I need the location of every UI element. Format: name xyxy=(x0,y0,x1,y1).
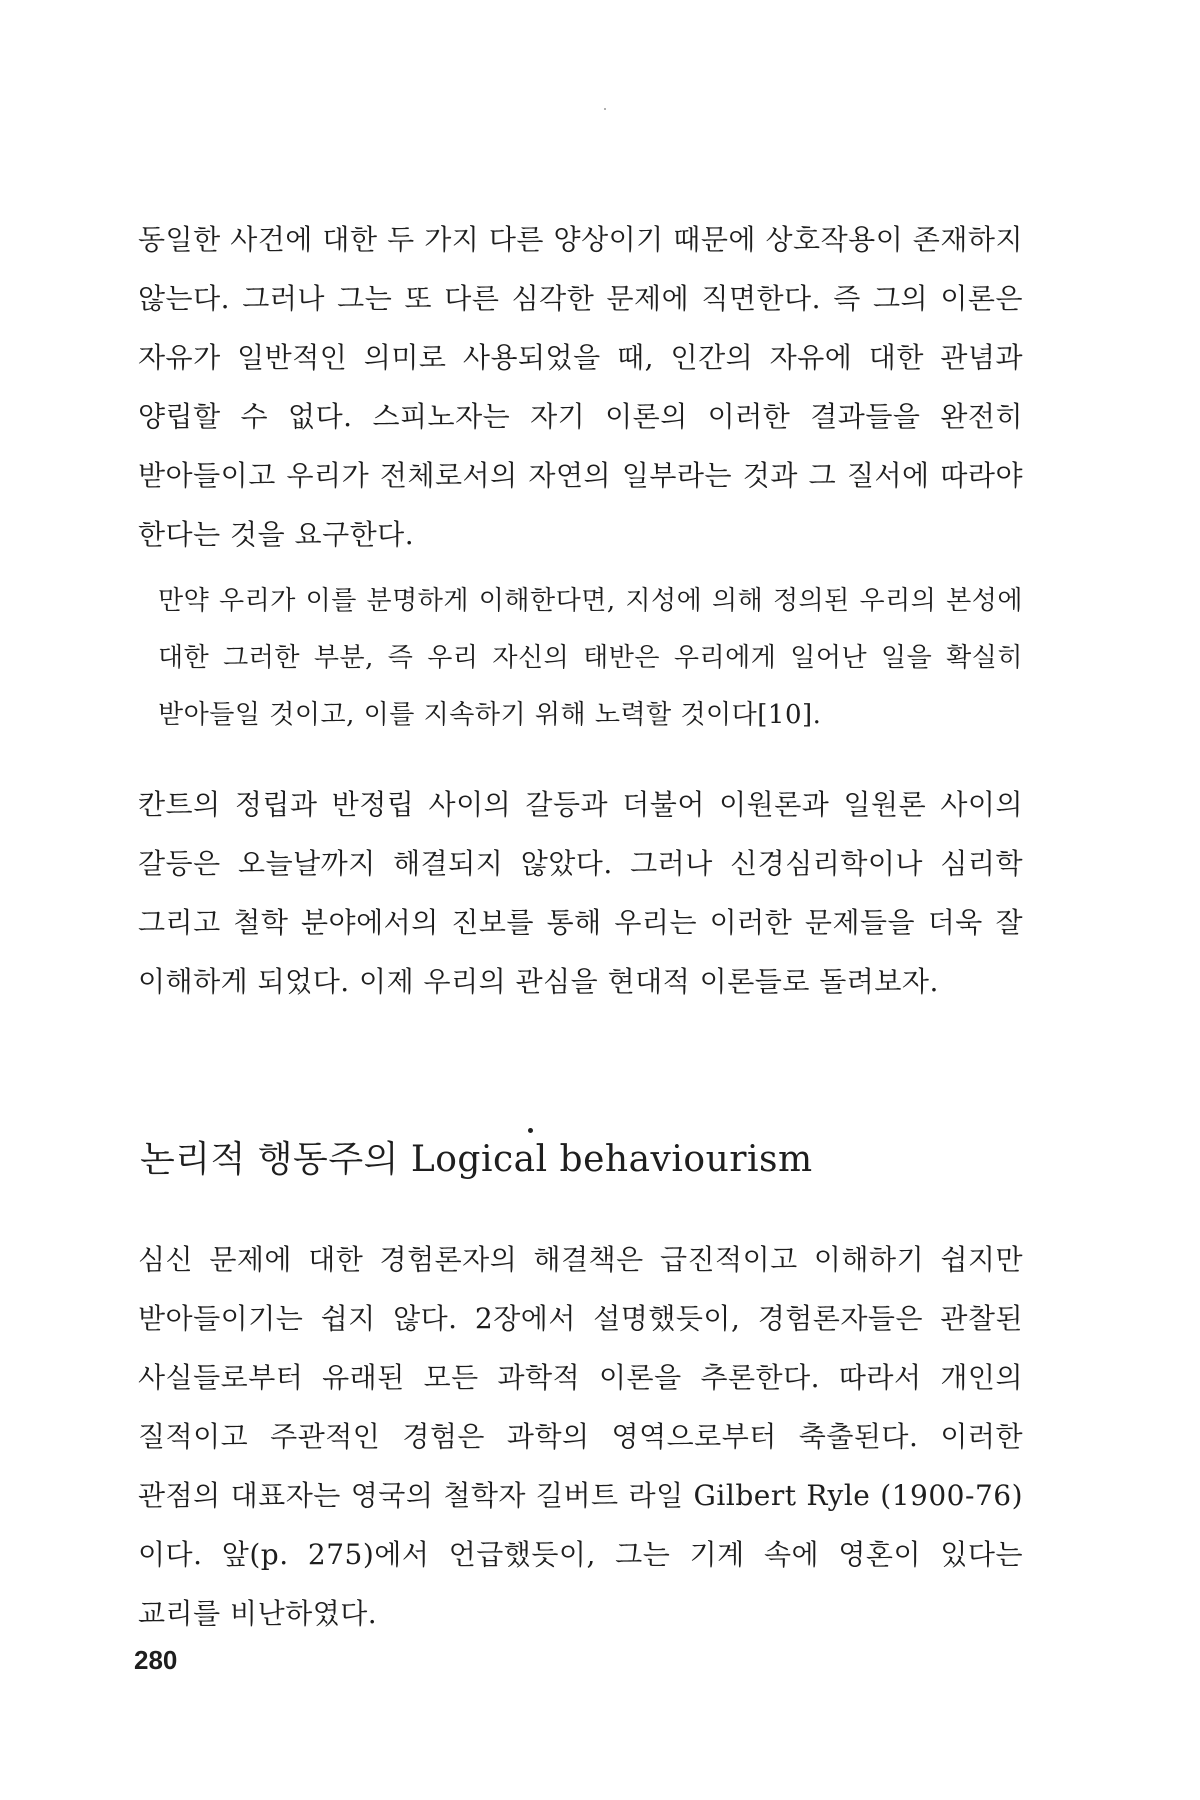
scan-speck xyxy=(528,1128,533,1133)
page-number: 280 xyxy=(134,1645,178,1675)
body-paragraph-3: 심신 문제에 대한 경험론자의 해결책은 급진적이고 이해하기 쉽지만 받아들이기는 쉽지 않다. 2장에서 설명했듯이, 경험론자들은 관찰된 사실들로부터 유래된 모든 과학적 이론을 추론한다. 따라서 개인의 질적이고 주관적인 경험은 과학의 영역으로부터 축출된다. 이러한 관점의 대표자는 영국의 철학자 길버트 라일 Gilbert Ryle (1900-76)이다. 앞(p. 275)에서 언급했듯이, 그는 기계 속에 영혼이 있다는 교리를 비난하였다. xyxy=(138,1243,1023,1630)
block-quote: 만약 우리가 이를 분명하게 이해한다면, 지성에 의해 정의된 우리의 본성에 대한 그러한 부분, 즉 우리 자신의 태반은 우리에게 일어난 일을 확실히 받아들일 것이고, 이를 지속하기 위해 노력할 것이다[10]. xyxy=(158,586,1023,730)
body-paragraph-2: 칸트의 정립과 반정립 사이의 갈등과 더불어 이원론과 일원론 사이의 갈등은 오늘날까지 해결되지 않았다. 그러나 신경심리학이나 심리학 그리고 철학 분야에서의 진보를 통해 우리는 이러한 문제들을 더욱 잘 이해하게 되었다. 이제 우리의 관심을 현대적 이론들로 돌려보자. xyxy=(138,788,1023,998)
body-paragraph-1: 동일한 사건에 대한 두 가지 다른 양상이기 때문에 상호작용이 존재하지 않는다. 그러나 그는 또 다른 심각한 문제에 직면한다. 즉 그의 이론은 자유가 일반적인 의미로 사용되었을 때, 인간의 자유에 대한 관념과 양립할 수 없다. 스피노자는 자기 이론의 이러한 결과들을 완전히 받아들이고 우리가 전체로서의 자연의 일부라는 것과 그 질서에 따라야 한다는 것을 요구한다. xyxy=(138,223,1023,551)
section-heading: 논리적 행동주의 Logical behaviourism xyxy=(140,1139,813,1180)
scan-speck xyxy=(604,108,606,110)
